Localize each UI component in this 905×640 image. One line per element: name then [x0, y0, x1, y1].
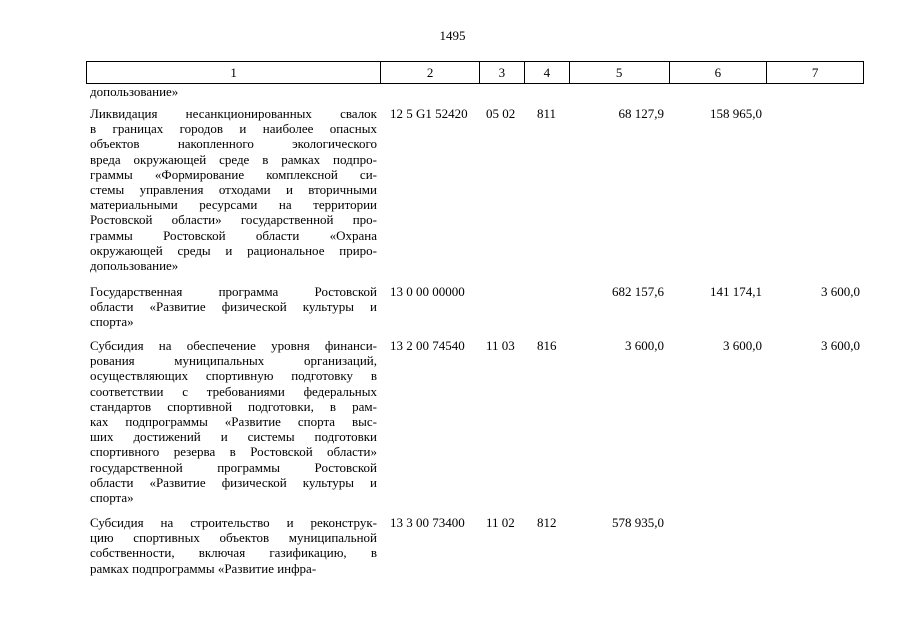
description-line: Субсидия на обеспечение уровня финанси-: [90, 338, 377, 353]
amount-col-6: 158 965,0: [710, 106, 762, 121]
description-line: Ростовской области» государственной про-: [90, 212, 377, 228]
row-description: [90, 338, 377, 505]
description-line: спорта»: [90, 314, 134, 330]
section-code: 11 02: [486, 515, 515, 530]
header-col-7: 7: [811, 65, 819, 80]
amount-col-6: 3 600,0: [723, 338, 762, 353]
section-code: 11 03: [486, 338, 515, 353]
header-col-5: 5: [570, 62, 670, 83]
description-line: собственности, включая газификацию, в: [90, 545, 377, 561]
budget-code: 13 3 00 73400: [390, 515, 465, 530]
description-line: допользование»: [90, 258, 179, 274]
page-number: 1495: [439, 28, 466, 43]
description-line: области «Развитие физической культуры и: [90, 474, 377, 490]
expense-type: 811: [537, 106, 557, 121]
header-col-4: 4: [525, 62, 570, 83]
row-description: [90, 106, 377, 273]
description-line: цию спортивных объектов муниципальной: [90, 530, 377, 546]
description-line: объектов накопленного экологического: [90, 136, 377, 152]
amount-col-5: 68 127,9: [618, 106, 664, 121]
amount-col-6: 141 174,1: [710, 284, 762, 299]
description-line: государственной программы Ростовской: [90, 459, 377, 475]
amount-col-5: 578 935,0: [612, 515, 664, 530]
row-description: [90, 515, 377, 576]
amount-col-5: 682 157,6: [612, 284, 664, 299]
description-line: в границах городов и наиболее опасных: [90, 121, 377, 137]
description-line: стемы управления отходами и вторичными: [90, 182, 377, 198]
description-line: Государственная программа Ростовской: [90, 284, 377, 299]
description-line: граммы «Формирование комплексной си-: [90, 166, 377, 182]
description-line: ках подпрограммы «Развитие спорта выс-: [90, 414, 377, 430]
row-description: [90, 284, 377, 330]
description-line: Ликвидация несанкционированных свалок: [90, 106, 377, 121]
description-line: ших достижений и системы подготовки: [90, 429, 377, 445]
expense-type: 812: [537, 515, 557, 530]
budget-code: 12 5 G1 52420: [390, 106, 468, 121]
description-line: материальными ресурсами на территории: [90, 197, 377, 213]
amount-col-5: 3 600,0: [625, 338, 664, 353]
expense-type: 816: [537, 338, 557, 353]
header-col-2: 2: [381, 62, 480, 83]
description-line: вреда окружающей среде в рамках подпро-: [90, 151, 377, 167]
description-line: соответствии с требованиями федеральных: [90, 383, 377, 399]
continuation-text: допользование»: [90, 84, 179, 99]
budget-code: 13 2 00 74540: [390, 338, 465, 353]
header-col-6: 6: [670, 62, 768, 83]
description-line: рамках подпрограммы «Развитие инфра-: [90, 560, 317, 576]
header-col-3: 3: [480, 62, 525, 83]
budget-code: 13 0 00 00000: [390, 284, 465, 299]
description-line: рования муниципальных организаций,: [90, 353, 377, 369]
description-line: области «Развитие физической культуры и: [90, 299, 377, 315]
description-line: спорта»: [90, 490, 134, 506]
description-line: окружающей среды и рациональное приро-: [90, 242, 377, 258]
table-header: [86, 61, 864, 84]
amount-col-7: 3 600,0: [821, 338, 860, 353]
section-code: 05 02: [486, 106, 516, 121]
description-line: граммы Ростовской области «Охрана: [90, 227, 377, 243]
description-line: Субсидия на строительство и реконструк-: [90, 515, 377, 530]
description-line: спортивного резерва в Ростовской области»: [90, 444, 377, 460]
header-col-1: 1: [87, 62, 381, 83]
description-line: стандартов спортивной подготовки, в рам-: [90, 398, 377, 414]
amount-col-7: 3 600,0: [821, 284, 860, 299]
description-line: осуществляющих спортивную подготовку в: [90, 368, 377, 384]
